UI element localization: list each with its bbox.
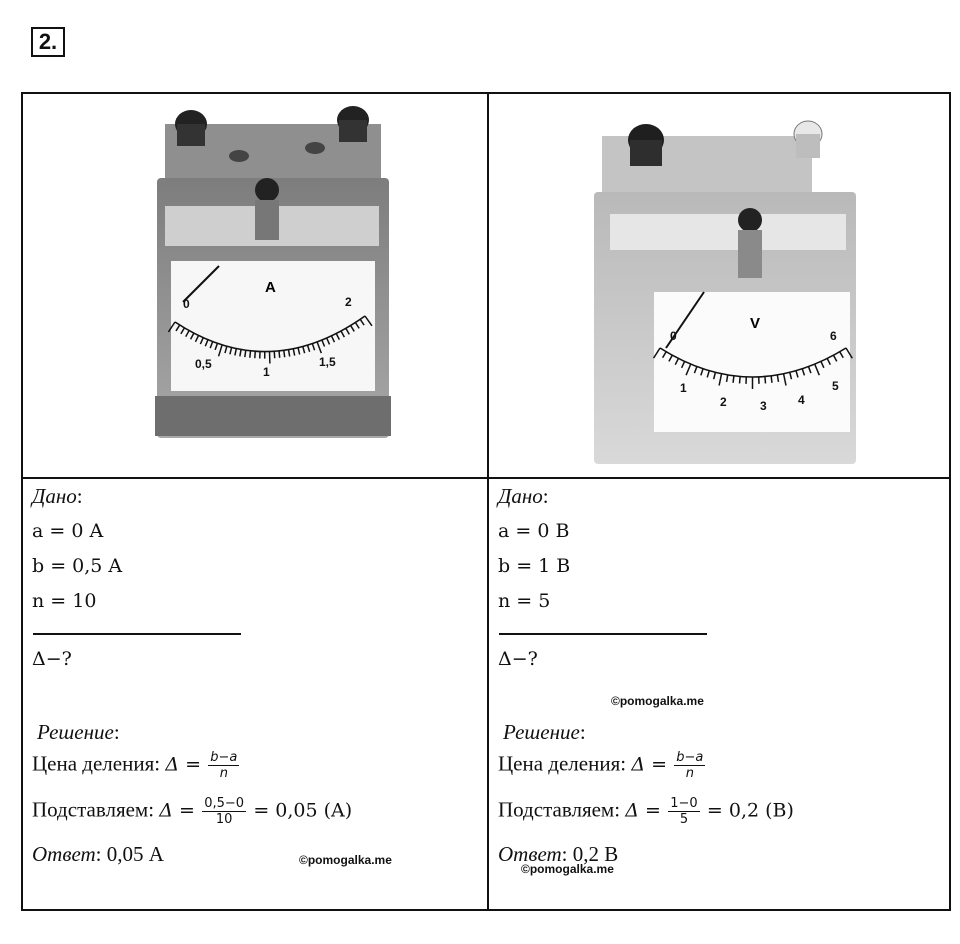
given-b: b = 1 B	[498, 555, 571, 577]
voltmeter-label-5: 5	[832, 379, 839, 393]
subst-result: = 0,2 (B)	[706, 799, 794, 822]
voltmeter-label-4: 4	[798, 393, 805, 407]
voltmeter-label-0: 0	[670, 329, 677, 343]
subst-result: = 0,05 (A)	[253, 799, 353, 822]
given-divider	[499, 633, 707, 635]
formula-lhs: Δ =	[631, 753, 668, 776]
formula-fraction: $\frac{b-a}{n}$	[676, 750, 704, 781]
price-label: Цена деления:	[32, 751, 161, 776]
dial-tick	[765, 376, 766, 383]
subst-fraction: $\frac{0,5-0}{10}$	[204, 796, 245, 827]
given-divider	[33, 633, 241, 635]
dial-tick	[250, 351, 251, 358]
dial-tick	[740, 376, 741, 383]
solution-label: Решение	[503, 720, 580, 744]
find-delta: Δ−?	[32, 648, 72, 670]
right-solution-cell: Дано: a = 0 B b = 1 B n = 5 Δ−? ©pomogalka.me Решение: Цена деления: Δ = $\frac{b-a}{n}$ Подставляем: Δ = $\frac{1-0}{5}$ = 0,2 (B) Ответ: 0,2 В ©pomogalka.me	[498, 484, 794, 876]
ammeter-image	[25, 96, 485, 476]
ammeter-label-1: 1	[263, 365, 270, 379]
voltmeter-label-1: 1	[680, 381, 687, 395]
given-a: a = 0 A	[32, 520, 104, 542]
subst-lhs: Δ =	[159, 799, 195, 822]
watermark: ©pomogalka.me	[299, 853, 392, 867]
given-a: a = 0 B	[498, 520, 570, 542]
price-label: Цена деления:	[498, 751, 627, 776]
dial-tick	[771, 376, 772, 383]
formula-fraction: $\frac{b-a}{n}$	[210, 750, 238, 781]
dial-tick	[279, 351, 280, 358]
voltmeter-unit: V	[750, 315, 761, 332]
left-solution-cell: Дано: a = 0 A b = 0,5 A n = 10 Δ−? Решение: Цена деления: Δ = $\frac{b-a}{n}$ Подставляем: Δ = $\frac{0,5-0}{10}$ = 0,05 (A) Ответ: 0,05 А ©pomogalka.me	[32, 484, 392, 867]
find-delta: Δ−?	[498, 648, 538, 670]
voltmeter-label-3: 3	[760, 399, 767, 413]
ammeter-unit: A	[265, 279, 276, 296]
subst-fraction: $\frac{1-0}{5}$	[670, 796, 698, 827]
solution-table	[21, 92, 951, 911]
subst-lhs: Δ =	[625, 799, 661, 822]
formula-lhs: Δ =	[165, 753, 202, 776]
ammeter-label-2: 2	[345, 295, 352, 309]
voltmeter-image	[490, 96, 950, 476]
given-b: b = 0,5 A	[32, 555, 123, 577]
subst-label: Подставляем:	[498, 797, 621, 822]
ammeter-label-0-5: 0,5	[195, 357, 212, 371]
watermark-bottom: ©pomogalka.me	[521, 862, 614, 876]
given-n: n = 5	[498, 590, 551, 612]
answer-label: Ответ	[32, 842, 96, 866]
given-label: Дано	[498, 484, 543, 508]
task-number: 2.	[31, 27, 65, 57]
given-n: n = 10	[32, 590, 97, 612]
given-label: Дано	[32, 484, 77, 508]
row-divider	[23, 477, 949, 479]
dial-tick	[245, 350, 246, 357]
dial-tick	[284, 350, 285, 357]
ammeter-label-0: 0	[183, 297, 190, 311]
watermark-top: ©pomogalka.me	[611, 694, 704, 708]
solution-label: Решение	[37, 720, 114, 744]
voltmeter-label-2: 2	[720, 395, 727, 409]
ammeter-label-1-5: 1,5	[319, 355, 336, 369]
dial-tick	[733, 376, 734, 383]
subst-label: Подставляем:	[32, 797, 155, 822]
answer-value: 0,05 А	[106, 842, 164, 866]
answer-label: Ответ	[498, 842, 562, 866]
answer-value: 0,2 В	[572, 842, 619, 866]
voltmeter-label-6: 6	[830, 329, 837, 343]
